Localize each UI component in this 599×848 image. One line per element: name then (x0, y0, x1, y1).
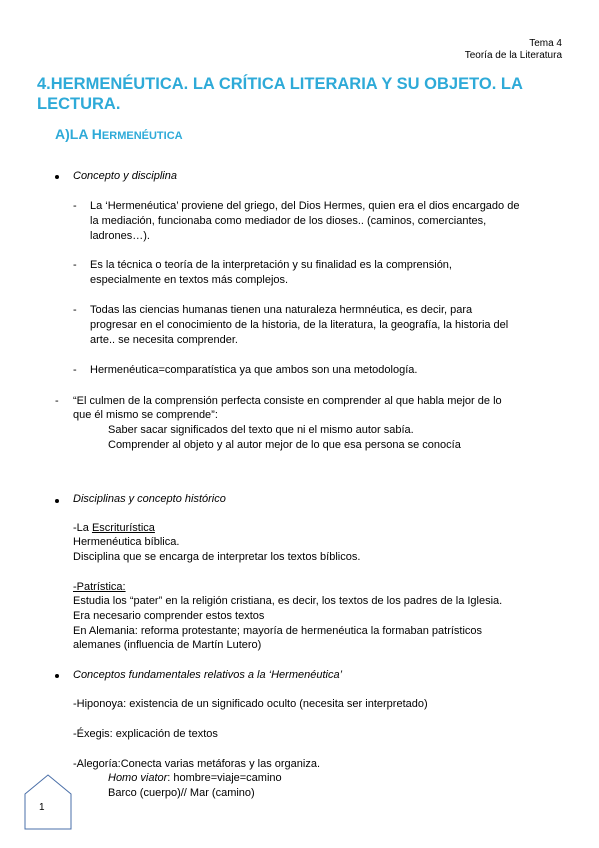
alegoria-line: -Alegoría:Conecta varias metáforas y las organiza. (73, 758, 321, 770)
patristica-line2: Era necesario comprender estos textos (73, 610, 265, 622)
escrit-line2: Disciplina que se encarga de interpretar los textos bíblicos. (73, 551, 361, 563)
s1-item3-line1: Todas las ciencias humanas tienen una naturaleza hermnéutica, es decir, para (90, 304, 473, 316)
dash-icon: - (55, 395, 59, 407)
escrit-line1: Hermenéutica bíblica. (73, 536, 180, 548)
escrituristica-line (73, 521, 155, 536)
bullet-icon (55, 175, 59, 179)
patristica-line1: Estudia los “pater” en la religión cristiana, es decir, los textos de los padres de la Iglesia. (73, 595, 503, 607)
barco-line: Barco (cuerpo)// Mar (camino) (108, 787, 255, 799)
quote-line2: que él mismo se comprende”: (73, 409, 218, 421)
s1-item2-line1: Es la técnica o teoría de la interpretación y su finalidad es la comprensión, (90, 259, 452, 271)
quote-sub-line1: Saber sacar significados del texto que ni el mismo autor sabía. (108, 424, 414, 436)
homo-viator-line (108, 771, 282, 786)
quote-line1: “El culmen de la comprensión perfecta consiste en comprender al que habla mejor de lo (73, 395, 502, 407)
patristica-line3: En Alemania: reforma protestante; mayoría de hermenéutica la formaban patrísticos (73, 625, 483, 637)
section3-heading: Conceptos fundamentales relativos a la ‘Hermenéutica’ (73, 669, 343, 681)
dash-icon: - (73, 200, 77, 212)
hiponoya-line: -Hiponoya: existencia de un significado oculto (necesita ser interpretado) (73, 698, 428, 710)
section1-heading: Concepto y disciplina (73, 170, 177, 182)
header-tema: Tema 4 (529, 38, 562, 49)
s1-item1-line1: La ‘Hermenéutica’ proviene del griego, del Dios Hermes, quien era el dios encargado de (90, 200, 520, 212)
page-number: 1 (39, 802, 45, 813)
patristica-label (73, 580, 126, 595)
quote-sub-line2: Comprender al objeto y al autor mejor de lo que esa persona se conocía (108, 439, 461, 451)
page-number-shape (22, 772, 74, 832)
subtitle-smallcaps: ERMENÉUTICA (101, 130, 183, 142)
patristica-line4: alemanes (influencia de Martín Lutero) (73, 639, 262, 651)
homo-viator-rest: : hombre=viaje=camino (167, 772, 282, 784)
header-subject: Teoría de la Literatura (464, 50, 562, 61)
exegis-line: -Éxegis: explicación de textos (73, 728, 218, 740)
escrit-label: Escriturística (91, 522, 155, 534)
s1-item3-line2: progresar en el conocimiento de la historia, de la literatura, la geografía, la historia del (90, 319, 509, 331)
dash-icon: - (73, 259, 77, 271)
s1-item1-line2: la mediación, funcionaba como mediador de los dioses.. (caminos, comerciantes, (90, 215, 487, 227)
dash-icon: - (73, 304, 77, 316)
escrit-prefix: -La (73, 522, 92, 534)
s1-item4-line1: Hermenéutica=comparatística ya que ambos son una metodología. (90, 364, 418, 376)
bullet-icon (55, 499, 59, 503)
s1-item1-line3: ladrones…). (90, 230, 150, 242)
dash-icon: - (73, 364, 77, 376)
homo-viator-italic: Homo viator (108, 772, 168, 784)
s1-item2-line2: especialmente en textos más complejos. (90, 274, 289, 286)
patristica-label-text: -Patrística: (73, 581, 126, 593)
page-title: 4.HERMENÉUTICA. LA CRÍTICA LITERARIA Y SU OBJETO. LA LECTURA. (37, 75, 523, 113)
section2-heading: Disciplinas y concepto histórico (73, 493, 226, 505)
subtitle-prefix: A)LA H (55, 126, 102, 142)
s1-item3-line3: arte.. se necesita comprender. (90, 334, 238, 346)
section-subtitle (55, 126, 183, 144)
bullet-icon (55, 674, 59, 678)
